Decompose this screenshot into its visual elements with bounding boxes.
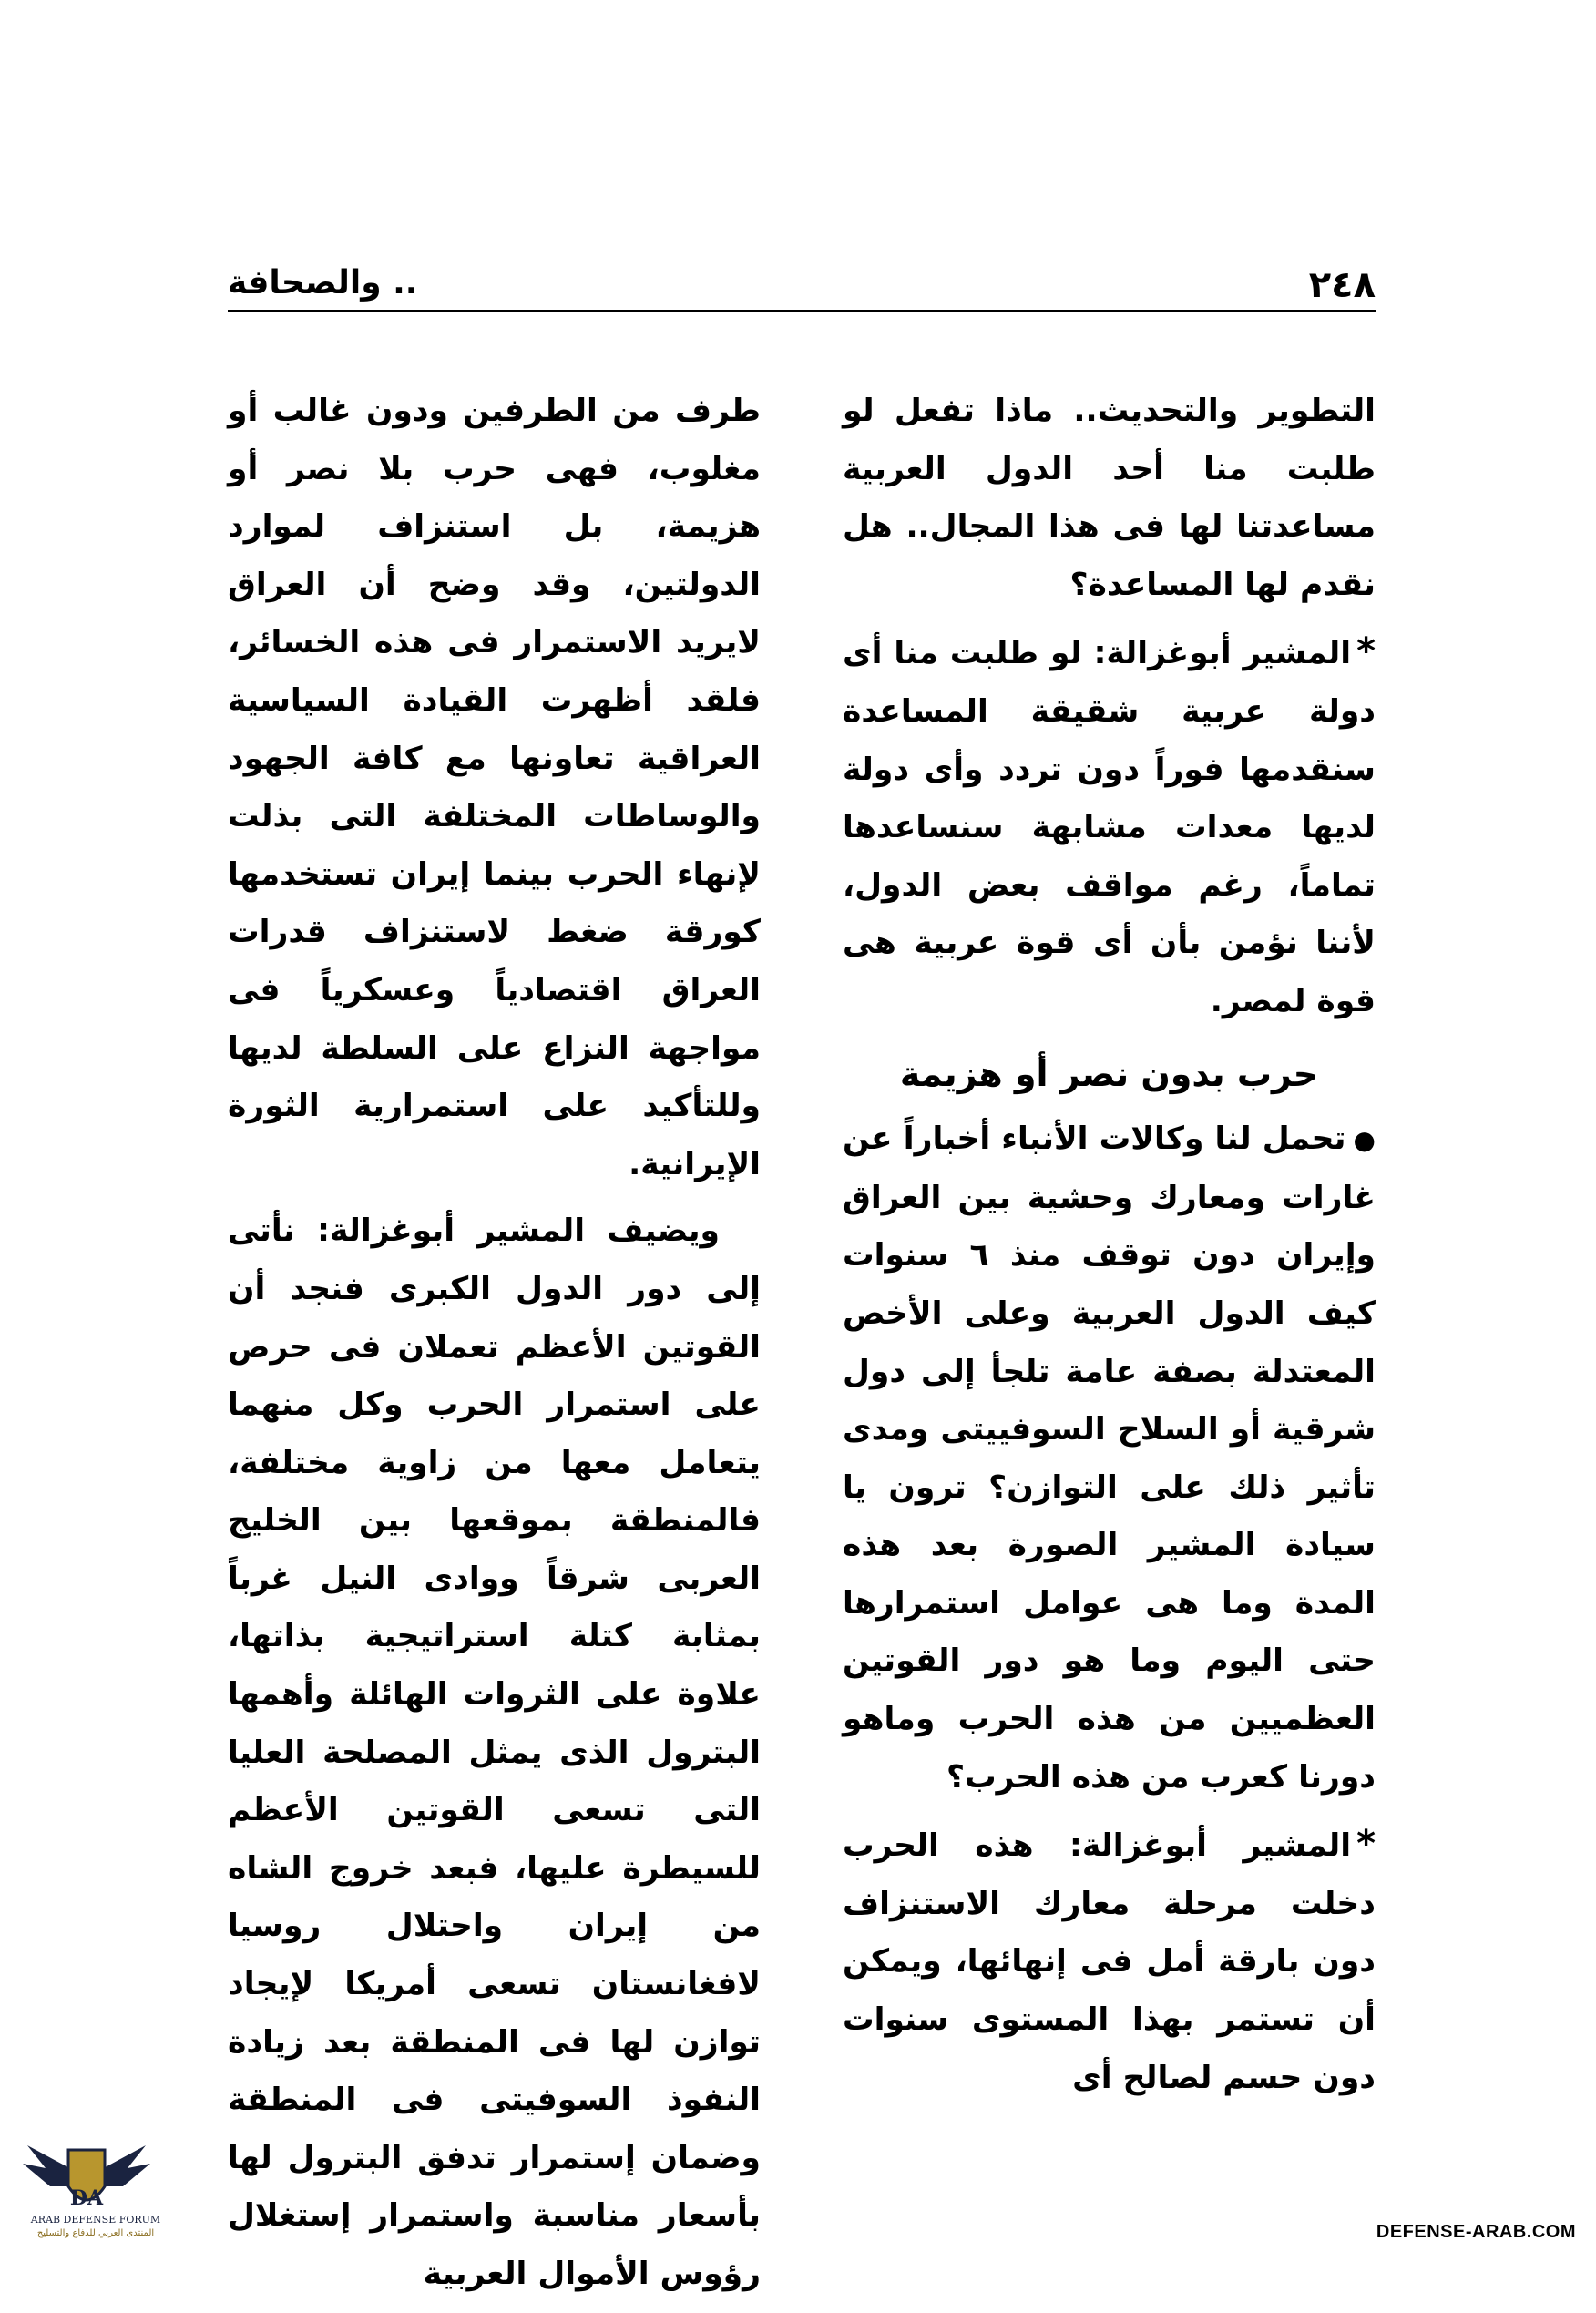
running-title: .. والصحافة bbox=[228, 264, 418, 302]
page-header bbox=[228, 264, 1376, 310]
paragraph-answer-1 bbox=[843, 623, 1376, 1030]
answer-1-text: المشير أبوغزالة: لو طلبت منا أى دولة عربية شقيقة المساعدة سنقدمها فوراً دون تردد وأى دولة لديها معدات مشابهة سنساعدها تماماً، رغم مواقف بعض الدول، لأننا نؤمن بأن أى قوة عربية هى قوة لمصر. bbox=[843, 635, 1376, 1019]
logo-caption-en: ARAB DEFENSE FORUM bbox=[30, 2214, 161, 2226]
paragraph-superpowers: ويضيف المشير أبوغزالة: نأتى إلى دور الدول الكبرى فنجد أن القوتين الأعظم تعملان فى حرص على استمرار الحرب وكل منهما يتعامل معها من زاوية مختلفة، فالمنطقة بموقعها بين الخليج العربى شرقاً ووادى النيل غرباً بمثابة كتلة استراتيجية بذاتها، علاوة على الثروات الهائلة وأهمها البترول الذى يمثل المصلحة العليا التى تسعى القوتين الأعظم للسيطرة عليها، فبعد خروج الشاه من إيران واحتلال روسيا لافغانستان تسعى أمريكا لإيجاد توازن لها فى المنطقة بعد زيادة النفوذ السوفيتى فى المنطقة وضمان إستمرار تدفق البترول لها بأسعار مناسبة واستمرار إستغلال رؤوس الأموال العربية bbox=[228, 1213, 761, 2292]
section-heading: حرب بدون نصر أو هزيمة bbox=[899, 1053, 1319, 1094]
question-2-text: تحمل لنا وكالات الأنباء أخباراً عن غارات ومعارك وحشية بين العراق وإيران دون توقف منذ ٦ سنوات كيف الدول العربية وعلى الأخص المعتدلة بصفة عامة تلجأ إلى دول شرقية أو السلاح السوفييتى ومدى تأثير ذلك على التوازن؟ ترون يا سيادة المشير الصورة بعد هذه المدة وما هى عوامل استمرارها حتى اليوم وما هو دور القوتين العظميين من هذه الحرب وماهو دورنا كعرب من هذه الحرب؟ bbox=[843, 1121, 1376, 1796]
left-column bbox=[228, 383, 761, 2313]
paragraph-question-2 bbox=[843, 1110, 1376, 1806]
paragraph-answer-2 bbox=[843, 1816, 1376, 2107]
right-column bbox=[843, 383, 1376, 2116]
answer-2-text: المشير أبوغزالة: هذه الحرب دخلت مرحلة معارك الاستنزاف دون بارقة أمل فى إنهائها، ويمكن أن تستمر بهذا المستوى سنوات دون حسم لصالح أى bbox=[843, 1827, 1376, 2096]
star-marker: * bbox=[1356, 630, 1376, 673]
page-number: ٢٤٨ bbox=[1308, 264, 1376, 306]
site-watermark: DEFENSE-ARAB.COM bbox=[1376, 2222, 1576, 2242]
logo-caption-ar: المنتدى العربي للدفاع والتسليح bbox=[36, 2228, 155, 2238]
header-rule bbox=[228, 310, 1376, 312]
star-marker: * bbox=[1356, 1823, 1376, 1866]
bullet-marker: ● bbox=[1353, 1125, 1376, 1156]
paragraph-continuation: طرف من الطرفين ودون غالب أو مغلوب، فهى حرب بلا نصر أو هزيمة، بل استنزاف لموارد الدولتين، وقد وضح أن العراق لايريد الاستمرار فى هذه الخسائر، فلقد أظهرت القيادة السياسية العراقية تعاونها مع كافة الجهود والوساطات المختلفة التى بذلت لإنهاء الحرب بينما إيران تستخدمها كورقة ضغط لاستنزاف قدرات العراق اقتصادياً وعسكرياً فى مواجهة النزاع على السلطة لديها وللتأكيد على استمرارية الثورة الإيرانية. bbox=[228, 393, 761, 1182]
logo-monogram: DA bbox=[69, 2186, 104, 2210]
paragraph-question-1: التطوير والتحديث.. ماذا تفعل لو طلبت منا أحد الدول العربية مساعدتنا لها فى هذا المجال.. هل نقدم لها المساعدة؟ bbox=[843, 393, 1376, 603]
